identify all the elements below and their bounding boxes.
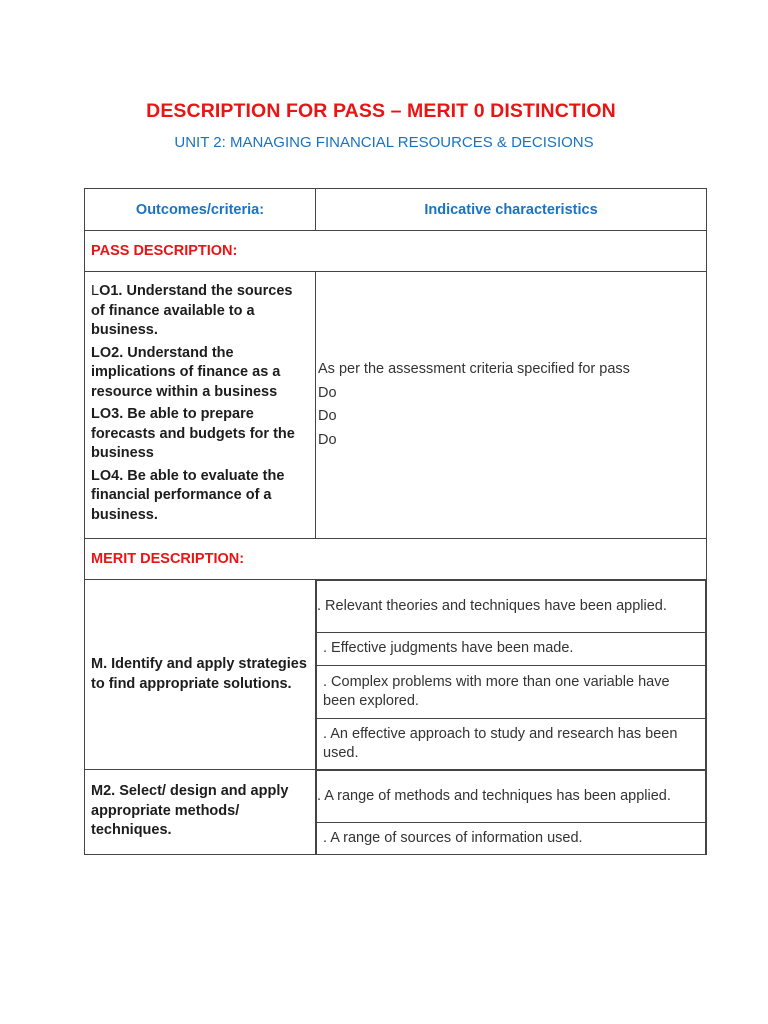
m1-characteristics-list	[316, 580, 706, 769]
list-item: . Relevant theories and techniques have been applied.	[317, 581, 706, 633]
list-item: . Effective judgments have been made.	[317, 633, 706, 666]
list-item: . An effective approach to study and research has been used.	[317, 719, 706, 770]
pass-char-line: Do	[318, 408, 337, 424]
lo1-text: O1. Understand the sources of finance available to a business.	[91, 283, 293, 338]
lo1	[91, 282, 309, 341]
m2-characteristics-list	[316, 770, 706, 854]
pass-content-row	[85, 272, 707, 539]
merit-section-row	[85, 539, 707, 580]
lo3: LO3. Be able to prepare forecasts and budgets for the business	[91, 406, 295, 461]
pass-description-label: PASS DESCRIPTION:	[85, 231, 707, 272]
table-header-row	[85, 189, 707, 231]
pass-char-line: Do	[318, 384, 337, 401]
lo2: LO2. Understand the implications of finance as a resource within a business	[91, 344, 281, 400]
merit-m2-row	[85, 770, 707, 855]
pass-section-row	[85, 231, 707, 272]
pass-char-line: As per the assessment criteria specified for pass	[318, 361, 630, 377]
m2-characteristics	[316, 770, 707, 855]
list-item: . A range of methods and techniques has been applied.	[317, 771, 706, 823]
m1-characteristics	[316, 580, 707, 770]
page-subtitle: UNIT 2: MANAGING FINANCIAL RESOURCES & DECISIONS	[174, 134, 594, 151]
merit-description-label: MERIT DESCRIPTION:	[85, 539, 707, 580]
m2-criteria: M2. Select/ design and apply appropriate methods/ techniques.	[85, 770, 316, 855]
header-characteristics: Indicative characteristics	[316, 189, 707, 231]
list-item: . Complex problems with more than one variable have been explored.	[317, 666, 706, 719]
page-title: DESCRIPTION FOR PASS – MERIT 0 DISTINCTION	[146, 100, 616, 122]
list-item: . A range of sources of information used.	[317, 823, 706, 855]
lo1-first-letter: L	[91, 283, 100, 299]
header-outcomes: Outcomes/criteria:	[85, 189, 316, 231]
pass-learning-outcomes	[85, 272, 316, 539]
pass-char-line: Do	[318, 431, 337, 448]
criteria-table	[84, 188, 707, 855]
m1-criteria: M. Identify and apply strategies to find appropriate solutions.	[85, 580, 316, 770]
merit-m1-row	[85, 580, 707, 770]
lo4: LO4. Be able to evaluate the financial performance of a business.	[91, 467, 285, 523]
pass-characteristics	[316, 272, 707, 539]
